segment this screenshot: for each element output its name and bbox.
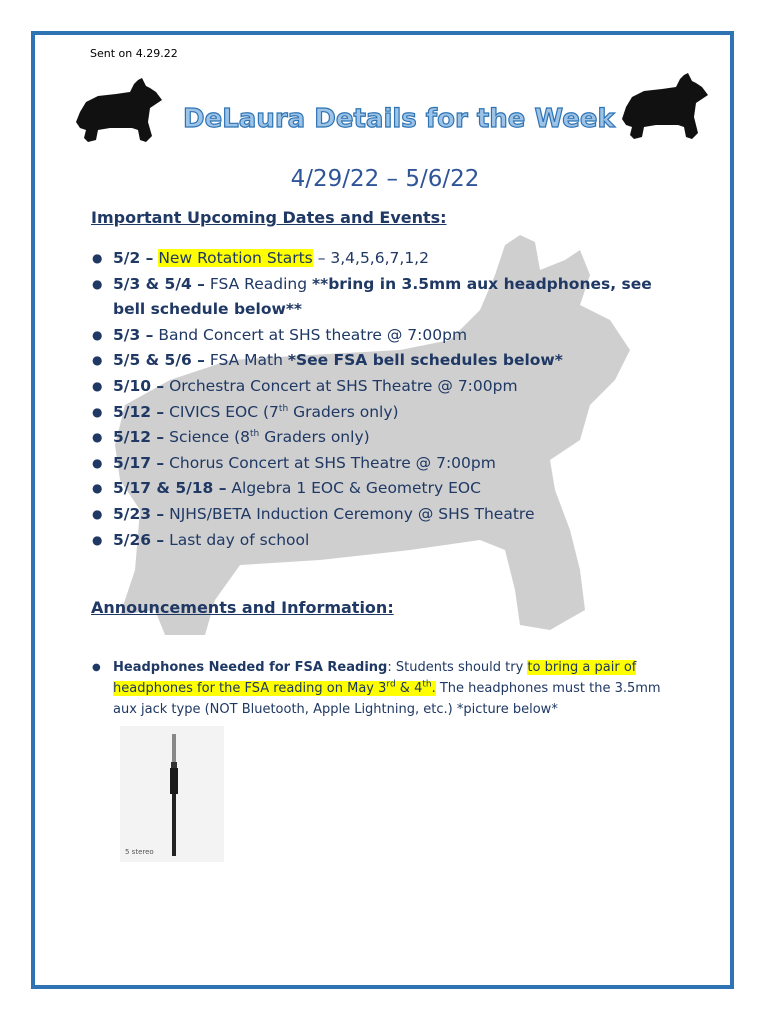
sent-date: Sent on 4.29.22 (90, 47, 178, 60)
event-text: NJHS/BETA Induction Ceremony @ SHS Theatre (164, 504, 535, 523)
event-text: CIVICS EOC (7 (164, 402, 279, 421)
event-item (92, 246, 672, 272)
event-text: Graders only) (259, 428, 370, 447)
date-range: 4/29/22 – 5/6/22 (290, 166, 480, 192)
headphones-announcement (92, 657, 672, 720)
event-item (92, 502, 672, 528)
event-text: FSA Math (204, 351, 288, 370)
event-date: 5/10 – (113, 376, 165, 395)
event-date: 5/23 – (113, 504, 165, 523)
bullet-icon: ● (92, 430, 103, 445)
bullet-icon: ● (92, 481, 103, 496)
bullet-icon: ● (92, 276, 103, 291)
event-item (92, 476, 672, 502)
event-item (92, 374, 672, 400)
event-text: Band Concert at SHS theatre @ 7:00pm (153, 325, 468, 344)
bullet-icon: ● (92, 532, 103, 547)
event-date: 5/2 – (113, 249, 154, 267)
photo-caption: 5 stereo (125, 848, 154, 856)
event-date: 5/3 & 5/4 – (113, 274, 205, 293)
bullet-icon: ● (92, 251, 103, 265)
event-date: 5/5 & 5/6 – (113, 351, 205, 370)
highlight-text: to bring a pair of headphones for the FSA reading on May 3rd & 4th. (113, 660, 637, 696)
event-note: *See FSA bell schedules below* (287, 351, 563, 370)
bullet-icon: ● (92, 662, 101, 673)
event-item (92, 528, 672, 554)
event-text: FSA Reading (204, 274, 312, 293)
event-date: 5/26 – (113, 530, 165, 549)
bullet-icon: ● (92, 327, 103, 342)
event-text: Science (8 (164, 428, 251, 447)
event-item (92, 323, 672, 349)
scottie-dog-icon (622, 73, 708, 139)
event-text: – 3,4,5,6,7,1,2 (312, 249, 429, 267)
event-text: Chorus Concert at SHS Theatre @ 7:00pm (164, 453, 496, 472)
event-date: 5/12 – (113, 402, 165, 421)
event-text: Last day of school (164, 530, 310, 549)
bullet-icon: ● (92, 378, 103, 393)
event-date: 5/17 – (113, 453, 165, 472)
event-date: 5/3 – (113, 325, 154, 344)
announcement-text: : Students should try (387, 660, 528, 675)
event-item (92, 451, 672, 477)
event-item (92, 272, 672, 323)
event-highlight: New Rotation Starts (158, 249, 313, 267)
event-item (92, 400, 672, 426)
event-item (92, 425, 672, 451)
bullet-icon: ● (92, 404, 103, 419)
announcement-text: The headphones must the 3.5mm aux jack type (NOT Bluetooth, Apple Lightning, etc.) *picture below* (113, 681, 661, 717)
announcement-lead: Headphones Needed for FSA Reading (113, 660, 388, 675)
event-date: 5/12 – (113, 428, 165, 447)
scottie-dog-icon (76, 78, 162, 142)
upcoming-heading: Important Upcoming Dates and Events: (91, 208, 447, 227)
event-date: 5/17 & 5/18 – (113, 479, 227, 498)
event-text: Graders only) (288, 402, 399, 421)
event-text: Algebra 1 EOC & Geometry EOC (226, 479, 481, 498)
events-list (92, 246, 672, 553)
event-sup: th (278, 403, 289, 414)
bullet-icon: ● (92, 506, 103, 521)
page-title: DeLaura Details for the Week (183, 104, 615, 134)
event-item (92, 348, 672, 374)
aux-cable-photo (120, 726, 224, 862)
event-text: Orchestra Concert at SHS Theatre @ 7:00pm (164, 376, 518, 395)
announcements-heading: Announcements and Information: (91, 598, 394, 617)
bullet-icon: ● (92, 455, 103, 470)
event-sup: th (250, 429, 260, 439)
event-note: **bring in 3.5mm aux headphones, see bell schedule below** (113, 274, 652, 319)
bullet-icon: ● (92, 353, 103, 368)
